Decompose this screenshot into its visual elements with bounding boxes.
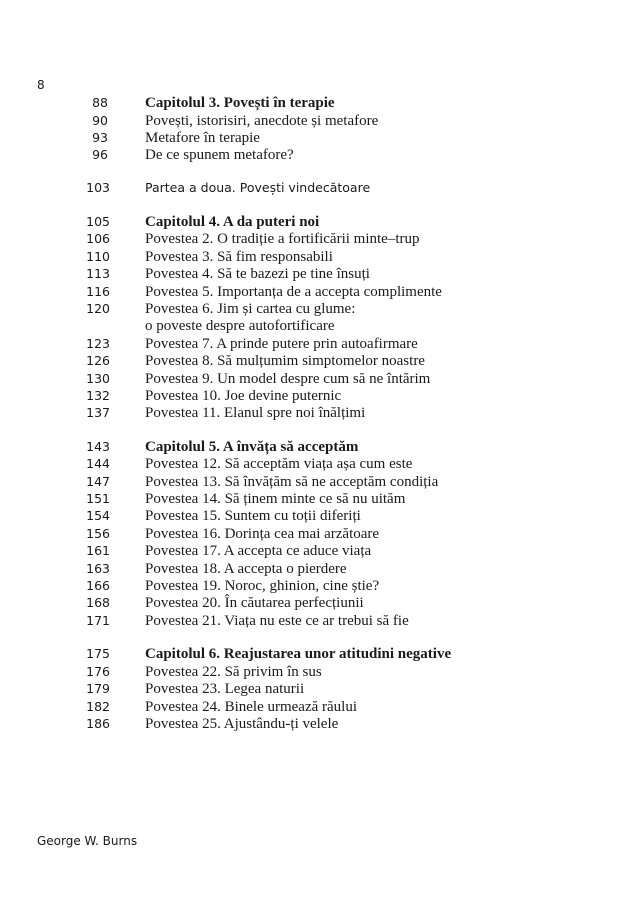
toc-chapter-title: Capitolul 3. Povești în terapie [145, 95, 335, 111]
toc-entry [0, 94, 638, 112]
toc-page-number: 171 [86, 613, 110, 628]
toc-page-number: 168 [86, 595, 110, 610]
toc-entry [0, 663, 638, 681]
toc-page-number: 123 [86, 336, 110, 351]
toc-page-number: 105 [86, 214, 110, 229]
toc-entry-title: Povestea 25. Ajustându-ți velele [145, 716, 339, 732]
toc-entry-title: Povestea 15. Suntem cu toții diferiți [145, 508, 361, 524]
toc-entry-title: Povestea 8. Să mulțumim simptomelor noastre [145, 353, 425, 369]
toc-page-number: 106 [86, 231, 110, 246]
toc-entry-title: Povestea 13. Să învățăm să ne acceptăm condiția [145, 474, 439, 490]
toc-entry-title: Povestea 5. Importanța de a accepta complimente [145, 284, 442, 300]
toc-page-number: 144 [86, 456, 110, 471]
toc-entry [0, 560, 638, 578]
toc-entry-title: De ce spunem metafore? [145, 147, 294, 163]
toc-entry-title: Povestea 12. Să acceptăm viața așa cum este [145, 456, 413, 472]
toc-entry [0, 715, 638, 733]
toc-page-number: 186 [86, 716, 110, 731]
toc-entry [0, 352, 638, 370]
toc-entry [0, 112, 638, 130]
toc-page-number: 88 [92, 95, 108, 110]
toc-entry [0, 179, 638, 197]
toc-entry-title: Povești, istorisiri, anecdote și metafore [145, 113, 379, 129]
toc-entry [0, 507, 638, 525]
toc-page-number: 110 [86, 249, 110, 264]
toc-page-number: 166 [86, 578, 110, 593]
toc-entry-title: Povestea 20. În căutarea perfecțiunii [145, 595, 364, 611]
toc-chapter-title: Capitolul 4. A da puteri noi [145, 214, 320, 230]
toc-entry-title: Povestea 7. A prinde putere prin autoafirmare [145, 336, 418, 352]
toc-entry [0, 525, 638, 543]
toc-entry-title: Povestea 4. Să te bazezi pe tine însuți [145, 266, 370, 282]
toc-entry-title: Povestea 17. A accepta ce aduce viața [145, 543, 372, 559]
toc-entry [0, 473, 638, 491]
toc-page-number: 151 [86, 491, 110, 506]
toc-entry [0, 680, 638, 698]
toc-chapter-title: Capitolul 6. Reajustarea unor atitudini negative [145, 646, 452, 662]
toc-page-number: 163 [86, 561, 110, 576]
toc-chapter-title: Capitolul 5. A învăța să acceptăm [145, 439, 359, 455]
toc-page-number: 179 [86, 681, 110, 696]
toc-entry-title: Povestea 18. A accepta o pierdere [145, 561, 347, 577]
toc-page-number: 126 [86, 353, 110, 368]
toc-entry [0, 612, 638, 630]
toc-entry-title: Povestea 3. Să fim responsabili [145, 249, 333, 265]
toc-entry [0, 645, 638, 663]
toc-page-number: 143 [86, 439, 110, 454]
toc-entry [0, 213, 638, 231]
toc-entry [0, 370, 638, 388]
footer-author: George W. Burns [37, 834, 138, 848]
toc-entry-title: Povestea 6. Jim și cartea cu glume: [145, 301, 356, 317]
toc-entry [0, 455, 638, 473]
toc-page-number: 120 [86, 301, 110, 316]
page-number: 8 [37, 78, 45, 92]
toc-entry [0, 490, 638, 508]
toc-entry-title: Povestea 24. Binele urmează răului [145, 699, 358, 715]
toc-page-number: 147 [86, 474, 110, 489]
toc-entry [0, 335, 638, 353]
toc-page-number: 154 [86, 508, 110, 523]
toc-page-number: 156 [86, 526, 110, 541]
toc-entry-title: Povestea 9. Un model despre cum să ne întărim [145, 371, 431, 387]
toc-page-number: 103 [86, 180, 110, 195]
toc-entry-title: Povestea 14. Să ținem minte ce să nu uităm [145, 491, 406, 507]
toc-entry-title: Povestea 21. Viața nu este ce ar trebui să fie [145, 613, 409, 629]
toc-entry [0, 438, 638, 456]
toc-page-number: 161 [86, 543, 110, 558]
toc-page-number: 130 [86, 371, 110, 386]
toc-entry [0, 283, 638, 301]
toc-entry-title: Povestea 23. Legea naturii [145, 681, 305, 697]
toc-entry-title: Povestea 10. Joe devine puternic [145, 388, 342, 404]
toc-entry-title: Povestea 22. Să privim în sus [145, 664, 322, 680]
toc-entry [0, 577, 638, 595]
toc-part-title: Partea a doua. Povești vindecătoare [145, 180, 371, 195]
toc-entry-title: Povestea 19. Noroc, ghinion, cine știe? [145, 578, 380, 594]
toc-entry-title: Povestea 11. Elanul spre noi înălțimi [145, 405, 366, 421]
toc-entry [0, 300, 638, 318]
toc-page-number: 175 [86, 646, 110, 661]
toc-entry [0, 594, 638, 612]
toc-entry [0, 387, 638, 405]
toc-page-number: 116 [86, 284, 110, 299]
toc-page-number: 176 [86, 664, 110, 679]
toc-page-number: 90 [92, 113, 108, 128]
toc-page-number: 137 [86, 405, 110, 420]
toc-page-number: 113 [86, 266, 110, 281]
toc-entry [0, 230, 638, 248]
toc-entry-title: o poveste despre autofortificare [145, 318, 335, 334]
toc-entry-title: Povestea 16. Dorința cea mai arzătoare [145, 526, 380, 542]
toc-entry [0, 248, 638, 266]
toc-entry [0, 542, 638, 560]
toc-page-number: 96 [92, 147, 108, 162]
toc-entry [0, 317, 638, 335]
toc-page-number: 93 [92, 130, 108, 145]
toc-page-number: 132 [86, 388, 110, 403]
toc-entry [0, 265, 638, 283]
toc-entry [0, 129, 638, 147]
toc-entry [0, 404, 638, 422]
toc-page-number: 182 [86, 699, 110, 714]
toc-entry [0, 146, 638, 164]
toc-entry-title: Povestea 2. O tradiție a fortificării minte–trup [145, 231, 420, 247]
toc-entry [0, 698, 638, 716]
toc-entry-title: Metafore în terapie [145, 130, 260, 146]
